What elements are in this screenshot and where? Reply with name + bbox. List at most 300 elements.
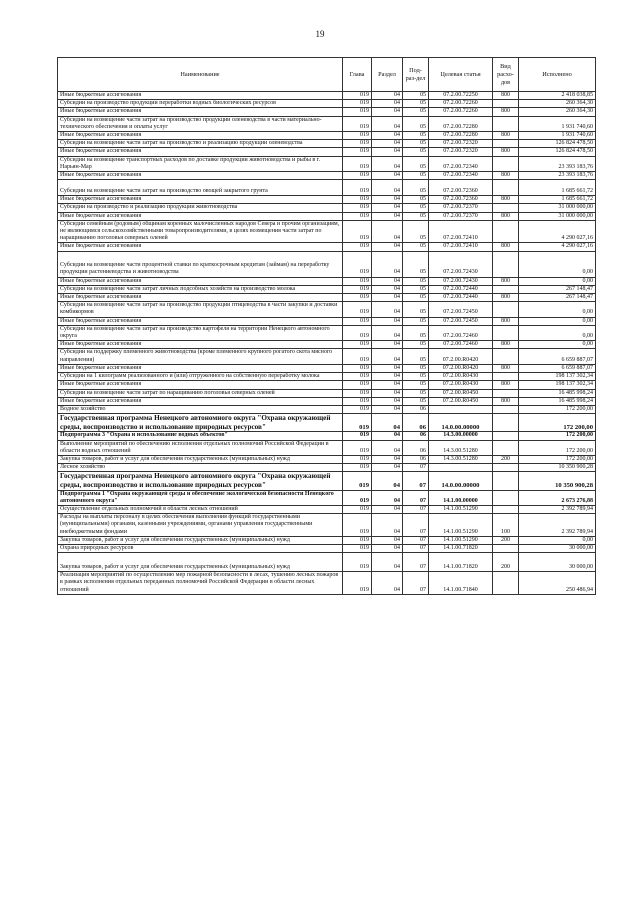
- table-row: [58, 364, 596, 372]
- cell-vid: [493, 544, 519, 552]
- cell-podrazdel: 05: [403, 172, 429, 180]
- cell-vid: 800: [493, 277, 519, 285]
- cell-razdel: 04: [372, 100, 403, 108]
- cell-podrazdel: 05: [403, 389, 429, 397]
- cell-podrazdel: 05: [403, 251, 429, 277]
- cell-vid: [493, 472, 519, 490]
- cell-name: Иные бюджетные ассигнования: [58, 341, 343, 349]
- cell-vid: [493, 204, 519, 212]
- cell-razdel: 04: [372, 196, 403, 204]
- table-row: [58, 464, 596, 472]
- cell-vid: [493, 490, 519, 505]
- cell-vid: [493, 156, 519, 171]
- cell-vid: [493, 440, 519, 455]
- table-row: [58, 341, 596, 349]
- table-row: [58, 325, 596, 340]
- cell-vid: [493, 302, 519, 317]
- table-row: [58, 472, 596, 490]
- cell-name: Иные бюджетные ассигнования: [58, 364, 343, 372]
- cell-done: 10 350 900,28: [519, 464, 596, 472]
- cell-done: 1 931 740,60: [519, 116, 596, 131]
- table-body: [58, 92, 596, 595]
- cell-name: Субсидии на возмещение части затрат на производство продукции птицеводства в части закупки и доставки комбикормов: [58, 302, 343, 317]
- cell-razdel: 04: [372, 220, 403, 243]
- cell-razdel: 04: [372, 148, 403, 156]
- cell-name: Подпрограмма 1 "Охрана окружающей среды и обеспечение экологической безопасности Ненецкого автономного округа": [58, 490, 343, 505]
- cell-target: 14.3.00.51280: [429, 455, 493, 463]
- cell-target: 07.2.00.72440: [429, 285, 493, 293]
- cell-target: 14.1.00.71840: [429, 572, 493, 595]
- cell-target: 07.2.00.R0430: [429, 373, 493, 381]
- cell-target: 07.2.00.R0430: [429, 381, 493, 389]
- cell-name: Закупка товаров, работ и услуг для обеспечения государственных (муниципальных) нужд: [58, 536, 343, 544]
- cell-glava: 019: [343, 381, 372, 389]
- cell-done: 31 000 000,00: [519, 212, 596, 220]
- cell-vid: 800: [493, 148, 519, 156]
- table-row: [58, 212, 596, 220]
- table-row: [58, 514, 596, 537]
- cell-glava: 019: [343, 243, 372, 251]
- cell-glava: 019: [343, 514, 372, 537]
- cell-glava: 019: [343, 132, 372, 140]
- cell-vid: 800: [493, 108, 519, 116]
- cell-podrazdel: 07: [403, 464, 429, 472]
- table-row: [58, 302, 596, 317]
- table-row: [58, 156, 596, 171]
- cell-podrazdel: 05: [403, 397, 429, 405]
- table-row: [58, 220, 596, 243]
- cell-razdel: 04: [372, 381, 403, 389]
- cell-vid: [493, 349, 519, 364]
- cell-name: Иные бюджетные ассигнования: [58, 317, 343, 325]
- cell-done: 23 393 183,76: [519, 172, 596, 180]
- table-row: [58, 440, 596, 455]
- cell-glava: 019: [343, 140, 372, 148]
- cell-razdel: 04: [372, 140, 403, 148]
- cell-vid: [493, 325, 519, 340]
- cell-vid: [493, 116, 519, 131]
- cell-razdel: 04: [372, 514, 403, 537]
- cell-podrazdel: 06: [403, 455, 429, 463]
- cell-glava: 019: [343, 544, 372, 552]
- cell-name: Реализация мероприятий по осуществлению мер пожарной безопасности в лесах, тушению лесных пожаров в рамках исполнения отдельных переданных полномочий Российской Федерации в области лесных отношений: [58, 572, 343, 595]
- cell-vid: 800: [493, 317, 519, 325]
- cell-podrazdel: 06: [403, 414, 429, 432]
- cell-podrazdel: 05: [403, 116, 429, 131]
- table-row: [58, 405, 596, 413]
- cell-vid: 800: [493, 294, 519, 302]
- cell-name: Субсидии на возмещение части процентной ставки по краткосрочным кредитам (займам) на переработку продукции растениеводства и животноводства: [58, 251, 343, 277]
- header-podrazdel: Под-раз-дел: [403, 58, 429, 92]
- cell-glava: 019: [343, 397, 372, 405]
- table-row: [58, 243, 596, 251]
- cell-podrazdel: 05: [403, 381, 429, 389]
- cell-vid: 100: [493, 514, 519, 537]
- cell-target: 07.2.00.72340: [429, 156, 493, 171]
- cell-done: 0,00: [519, 302, 596, 317]
- cell-glava: 019: [343, 432, 372, 440]
- cell-done: 260 364,30: [519, 100, 596, 108]
- table-row: [58, 432, 596, 440]
- table-row: [58, 285, 596, 293]
- cell-vid: [493, 414, 519, 432]
- cell-podrazdel: 05: [403, 180, 429, 196]
- cell-glava: 019: [343, 285, 372, 293]
- cell-target: 07.2.00.72450: [429, 317, 493, 325]
- header-vid: Вид расхо-дов: [493, 58, 519, 92]
- cell-glava: 019: [343, 294, 372, 302]
- cell-target: 07.2.00.R0450: [429, 389, 493, 397]
- cell-glava: 019: [343, 156, 372, 171]
- cell-vid: 800: [493, 397, 519, 405]
- cell-razdel: 04: [372, 536, 403, 544]
- cell-razdel: 04: [372, 285, 403, 293]
- cell-glava: 019: [343, 325, 372, 340]
- cell-razdel: 04: [372, 204, 403, 212]
- page-number: 19: [315, 29, 325, 39]
- cell-name: Лесное хозяйство: [58, 464, 343, 472]
- table-row: [58, 148, 596, 156]
- cell-done: 0,00: [519, 341, 596, 349]
- cell-glava: 019: [343, 92, 372, 100]
- cell-name: Субсидии на возмещение транспортных расходов по доставке продукции животноводства и рыбы в г. Нарьян-Мар: [58, 156, 343, 171]
- cell-name: Субсидии семейным (родовым) общинам коренных малочисленных народов Севера и прочим организациям, не являющимся сельскохозяйственными товаропроизводителями, в целях возмещения части затрат по наращиванию поголовья северных оленей: [58, 220, 343, 243]
- cell-vid: [493, 389, 519, 397]
- cell-target: 07.2.00.72280: [429, 116, 493, 131]
- cell-razdel: 04: [372, 364, 403, 372]
- cell-podrazdel: 05: [403, 373, 429, 381]
- table-row: [58, 381, 596, 389]
- cell-name: Иные бюджетные ассигнования: [58, 243, 343, 251]
- cell-glava: 019: [343, 302, 372, 317]
- cell-target: 07.2.00.72340: [429, 172, 493, 180]
- cell-podrazdel: 05: [403, 341, 429, 349]
- cell-glava: 019: [343, 317, 372, 325]
- cell-done: 30 000,00: [519, 553, 596, 572]
- cell-razdel: 04: [372, 432, 403, 440]
- cell-glava: 019: [343, 572, 372, 595]
- cell-glava: 019: [343, 100, 372, 108]
- cell-done: 1 931 740,60: [519, 132, 596, 140]
- table-row: [58, 251, 596, 277]
- cell-target: 07.2.00.72460: [429, 341, 493, 349]
- header-target: Целевая статья: [429, 58, 493, 92]
- cell-glava: 019: [343, 455, 372, 463]
- cell-name: Субсидии на возмещение части затрат на производство и реализацию продукции оленеводства: [58, 140, 343, 148]
- cell-done: 23 393 183,76: [519, 156, 596, 171]
- cell-target: 07.2.00.72410: [429, 220, 493, 243]
- table-row: [58, 317, 596, 325]
- cell-vid: 800: [493, 341, 519, 349]
- cell-target: 07.2.00.72360: [429, 196, 493, 204]
- table-row: [58, 505, 596, 513]
- cell-name: Субсидии на возмещение части затрат на производство продукции оленеводства в части материально-технического обеспечения и оплаты услуг: [58, 116, 343, 131]
- cell-done: 126 824 478,50: [519, 148, 596, 156]
- cell-glava: 019: [343, 553, 372, 572]
- cell-glava: 019: [343, 364, 372, 372]
- cell-glava: 019: [343, 464, 372, 472]
- cell-done: 0,00: [519, 317, 596, 325]
- cell-target: 07.2.00.72260: [429, 108, 493, 116]
- cell-target: 14.0.00.00000: [429, 414, 493, 432]
- cell-razdel: 04: [372, 405, 403, 413]
- cell-target: 07.2.00.72320: [429, 140, 493, 148]
- cell-vid: 200: [493, 455, 519, 463]
- cell-glava: 019: [343, 108, 372, 116]
- cell-target: 07.2.00.72280: [429, 132, 493, 140]
- cell-target: 07.2.00.72430: [429, 277, 493, 285]
- table-row: [58, 397, 596, 405]
- cell-vid: [493, 285, 519, 293]
- cell-done: 198 137 302,34: [519, 381, 596, 389]
- cell-vid: [493, 251, 519, 277]
- cell-glava: 019: [343, 490, 372, 505]
- cell-podrazdel: 05: [403, 302, 429, 317]
- cell-target: 14.1.00.71820: [429, 544, 493, 552]
- cell-name: Охрана природных ресурсов: [58, 544, 343, 552]
- cell-name: Иные бюджетные ассигнования: [58, 381, 343, 389]
- cell-podrazdel: 05: [403, 277, 429, 285]
- cell-razdel: 04: [372, 349, 403, 364]
- table-row: [58, 544, 596, 552]
- cell-podrazdel: 07: [403, 514, 429, 537]
- cell-razdel: 04: [372, 108, 403, 116]
- cell-podrazdel: 05: [403, 212, 429, 220]
- cell-glava: 019: [343, 180, 372, 196]
- table-row: [58, 277, 596, 285]
- cell-target: 07.2.00.72370: [429, 204, 493, 212]
- table-row: [58, 132, 596, 140]
- cell-target: 14.1.00.51290: [429, 505, 493, 513]
- cell-vid: [493, 405, 519, 413]
- cell-glava: 019: [343, 389, 372, 397]
- header-done: Исполнено: [519, 58, 596, 92]
- cell-razdel: 04: [372, 397, 403, 405]
- cell-vid: 800: [493, 212, 519, 220]
- cell-razdel: 04: [372, 414, 403, 432]
- table-row: [58, 349, 596, 364]
- table-row: [58, 172, 596, 180]
- cell-podrazdel: 07: [403, 572, 429, 595]
- cell-razdel: 04: [372, 132, 403, 140]
- cell-razdel: 04: [372, 116, 403, 131]
- cell-target: 07.2.00.72460: [429, 325, 493, 340]
- table-row: [58, 553, 596, 572]
- cell-name: Иные бюджетные ассигнования: [58, 148, 343, 156]
- cell-podrazdel: 07: [403, 544, 429, 552]
- cell-podrazdel: 05: [403, 108, 429, 116]
- cell-done: 2 418 038,85: [519, 92, 596, 100]
- table-row: [58, 294, 596, 302]
- cell-vid: [493, 373, 519, 381]
- table-row: [58, 180, 596, 196]
- cell-done: 10 350 900,28: [519, 472, 596, 490]
- cell-razdel: 04: [372, 455, 403, 463]
- cell-glava: 019: [343, 373, 372, 381]
- cell-done: 16 485 998,24: [519, 397, 596, 405]
- cell-name: Водное хозяйство: [58, 405, 343, 413]
- cell-done: 6 659 887,07: [519, 364, 596, 372]
- cell-podrazdel: 05: [403, 325, 429, 340]
- cell-glava: 019: [343, 341, 372, 349]
- cell-name: Субсидии на производство продукции переработки водных биологических ресурсов: [58, 100, 343, 108]
- cell-done: 1 685 661,72: [519, 196, 596, 204]
- cell-name: Подпрограмма 3 "Охрана и использование водных объектов": [58, 432, 343, 440]
- cell-name: Иные бюджетные ассигнования: [58, 294, 343, 302]
- table-row: [58, 196, 596, 204]
- cell-target: 07.2.00.72410: [429, 243, 493, 251]
- cell-podrazdel: 05: [403, 148, 429, 156]
- cell-done: 6 659 887,07: [519, 349, 596, 364]
- cell-target: 07.2.00.72320: [429, 148, 493, 156]
- cell-vid: [493, 180, 519, 196]
- cell-glava: 019: [343, 505, 372, 513]
- cell-target: 07.2.00.72450: [429, 302, 493, 317]
- cell-razdel: 04: [372, 251, 403, 277]
- cell-target: 07.2.00.72430: [429, 251, 493, 277]
- cell-target: 14.1.00.00000: [429, 490, 493, 505]
- cell-done: 267 148,47: [519, 294, 596, 302]
- cell-vid: 200: [493, 553, 519, 572]
- cell-podrazdel: 07: [403, 472, 429, 490]
- budget-table: [57, 57, 596, 595]
- cell-podrazdel: 05: [403, 132, 429, 140]
- cell-target: 14.1.00.51290: [429, 514, 493, 537]
- cell-razdel: 04: [372, 302, 403, 317]
- cell-glava: 019: [343, 440, 372, 455]
- cell-glava: 019: [343, 220, 372, 243]
- cell-vid: 800: [493, 381, 519, 389]
- cell-vid: 800: [493, 243, 519, 251]
- cell-razdel: 04: [372, 212, 403, 220]
- cell-target: 07.2.00.R0420: [429, 364, 493, 372]
- cell-glava: 019: [343, 405, 372, 413]
- cell-target: 14.3.00.00000: [429, 432, 493, 440]
- cell-vid: [493, 140, 519, 148]
- cell-done: 4 290 027,16: [519, 220, 596, 243]
- cell-target: [429, 405, 493, 413]
- cell-name: Субсидии на производство и реализацию продукции животноводства: [58, 204, 343, 212]
- cell-glava: 019: [343, 116, 372, 131]
- cell-razdel: 04: [372, 294, 403, 302]
- cell-podrazdel: 06: [403, 440, 429, 455]
- cell-target: 07.2.00.72360: [429, 180, 493, 196]
- cell-done: 0,00: [519, 277, 596, 285]
- cell-razdel: 04: [372, 373, 403, 381]
- cell-name: Субсидии на возмещение части затрат по наращиванию поголовья северных оленей: [58, 389, 343, 397]
- cell-podrazdel: 05: [403, 100, 429, 108]
- cell-razdel: 04: [372, 464, 403, 472]
- cell-target: 07.2.00.R0450: [429, 397, 493, 405]
- table-row: [58, 389, 596, 397]
- table-row: [58, 572, 596, 595]
- cell-name: Государственная программа Ненецкого автономного округа "Охрана окружающей среды, воспроизводство и использование природных ресурсов": [58, 414, 343, 432]
- cell-razdel: 04: [372, 505, 403, 513]
- header-name: Наименование: [58, 58, 343, 92]
- cell-glava: 019: [343, 472, 372, 490]
- cell-glava: 019: [343, 172, 372, 180]
- cell-done: 172 200,00: [519, 414, 596, 432]
- cell-podrazdel: 06: [403, 432, 429, 440]
- cell-vid: [493, 464, 519, 472]
- cell-name: Субсидии на возмещение части затрат на производство овощей закрытого грунта: [58, 180, 343, 196]
- cell-name: Расходы на выплаты персоналу в целях обеспечения выполнения функций государственными (муниципальными) органами, казенными учреждениями, органами управления государственными внебюджетными фондами: [58, 514, 343, 537]
- cell-vid: 800: [493, 172, 519, 180]
- cell-vid: 800: [493, 132, 519, 140]
- table-row: [58, 116, 596, 131]
- cell-name: Иные бюджетные ассигнования: [58, 196, 343, 204]
- cell-name: Закупка товаров, работ и услуг для обеспечения государственных (муниципальных) нужд: [58, 553, 343, 572]
- cell-done: 31 000 000,00: [519, 204, 596, 212]
- cell-vid: 800: [493, 196, 519, 204]
- table-row: [58, 490, 596, 505]
- cell-glava: 019: [343, 212, 372, 220]
- table-header-row: [58, 58, 596, 92]
- table-row: [58, 100, 596, 108]
- cell-done: 260 364,30: [519, 108, 596, 116]
- cell-vid: [493, 432, 519, 440]
- cell-name: Закупка товаров, работ и услуг для обеспечения государственных (муниципальных) нужд: [58, 455, 343, 463]
- cell-podrazdel: 05: [403, 364, 429, 372]
- cell-podrazdel: 05: [403, 92, 429, 100]
- cell-done: 198 137 302,34: [519, 373, 596, 381]
- cell-vid: [493, 572, 519, 595]
- cell-target: 07.2.00.72250: [429, 92, 493, 100]
- cell-glava: 019: [343, 204, 372, 212]
- table-row: [58, 414, 596, 432]
- cell-razdel: 04: [372, 317, 403, 325]
- cell-name: Государственная программа Ненецкого автономного округа "Охрана окружающей среды, воспроизводство и использование природных ресурсов": [58, 472, 343, 490]
- table-row: [58, 140, 596, 148]
- cell-razdel: 04: [372, 389, 403, 397]
- cell-razdel: 04: [372, 243, 403, 251]
- cell-podrazdel: 07: [403, 536, 429, 544]
- table-row: [58, 204, 596, 212]
- cell-done: 0,00: [519, 536, 596, 544]
- cell-name: Иные бюджетные ассигнования: [58, 132, 343, 140]
- cell-target: 14.3.00.51280: [429, 440, 493, 455]
- cell-done: 126 824 478,50: [519, 140, 596, 148]
- cell-target: 07.2.00.72440: [429, 294, 493, 302]
- cell-done: 0,00: [519, 251, 596, 277]
- cell-podrazdel: 07: [403, 505, 429, 513]
- cell-glava: 019: [343, 196, 372, 204]
- cell-glava: 019: [343, 277, 372, 285]
- cell-podrazdel: 07: [403, 553, 429, 572]
- cell-podrazdel: 05: [403, 156, 429, 171]
- cell-done: 16 485 998,24: [519, 389, 596, 397]
- cell-razdel: 04: [372, 180, 403, 196]
- cell-vid: [493, 100, 519, 108]
- header-glava: Глава: [343, 58, 372, 92]
- cell-glava: 019: [343, 148, 372, 156]
- cell-podrazdel: 06: [403, 405, 429, 413]
- cell-done: 250 486,94: [519, 572, 596, 595]
- table-row: [58, 373, 596, 381]
- cell-name: Иные бюджетные ассигнования: [58, 172, 343, 180]
- cell-razdel: 04: [372, 472, 403, 490]
- cell-glava: 019: [343, 251, 372, 277]
- cell-name: Иные бюджетные ассигнования: [58, 397, 343, 405]
- cell-target: 07.2.00.R0420: [429, 349, 493, 364]
- cell-razdel: 04: [372, 544, 403, 552]
- cell-target: 14.1.00.71820: [429, 553, 493, 572]
- cell-podrazdel: 05: [403, 220, 429, 243]
- cell-target: 14.0.00.00000: [429, 472, 493, 490]
- cell-vid: 800: [493, 92, 519, 100]
- cell-target: 14.1.00.51290: [429, 536, 493, 544]
- cell-razdel: 04: [372, 440, 403, 455]
